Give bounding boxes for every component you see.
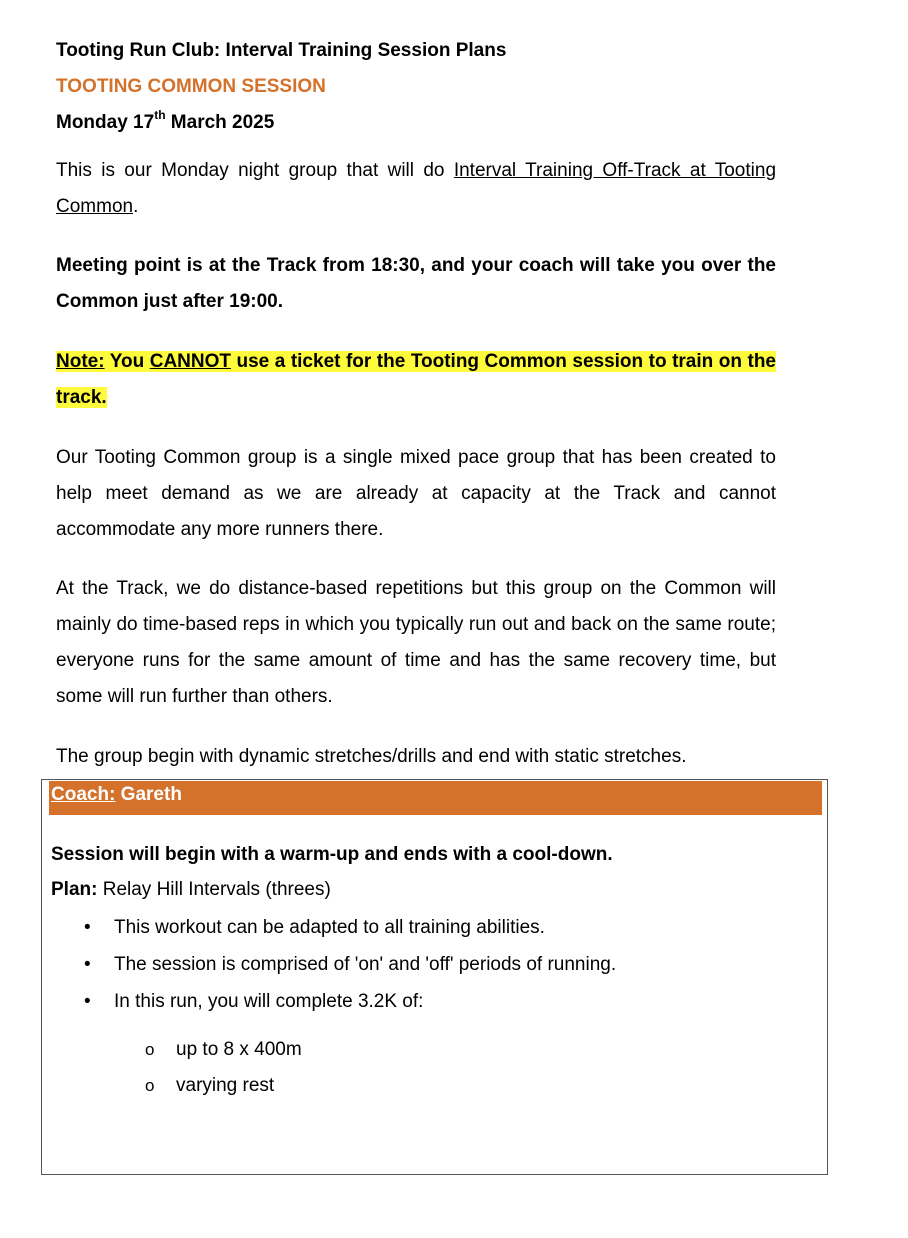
session-plan [51, 878, 331, 902]
note-emphasis: CANNOT [149, 351, 231, 372]
intro-paragraph [56, 153, 776, 225]
circle-bullet-icon: o [145, 1076, 155, 1095]
meeting-paragraph: Meeting point is at the Track from 18:30, and your coach will take you over the Common just after 19:00. [56, 255, 776, 312]
track-paragraph: At the Track, we do distance-based repetitions but this group on the Common will mainly do time-based reps in which you typically run out and back on the same route; everyone runs for the same amount of time and has the same recovery time, but some will run further than others. [56, 578, 776, 707]
note-text-2: use a ticket for the Tooting Common session to train on the track. [56, 351, 776, 408]
session-box [41, 779, 828, 1175]
plan-label: Plan: [51, 879, 98, 900]
bullet-text: In this run, you will complete 3.2K of: [114, 991, 424, 1012]
bullet-icon: • [84, 917, 91, 938]
coach-header [49, 781, 822, 815]
coach-label: Coach: [51, 784, 116, 805]
interval-training-link[interactable]: Interval Training Off-Track at Tooting Common [56, 160, 777, 217]
bullet-icon: • [84, 954, 91, 975]
bullet-text: This workout can be adapted to all training abilities. [114, 917, 545, 938]
note-label: Note: [56, 351, 105, 372]
stretch-paragraph: The group begin with dynamic stretches/drills and end with static stretches. [56, 746, 687, 767]
group-paragraph: Our Tooting Common group is a single mixed pace group that has been created to help meet demand as we are already at capacity at the Track and cannot accommodate any more runners there. [56, 447, 776, 540]
intro-text: This is our Monday night group that will do [56, 160, 454, 181]
circle-bullet-icon: o [145, 1040, 155, 1059]
plan-value: Relay Hill Intervals (threes) [97, 879, 331, 900]
session-date [56, 107, 275, 135]
sub-bullet-text: varying rest [176, 1075, 275, 1096]
date-ordinal: th [154, 107, 166, 122]
note-paragraph [56, 344, 776, 416]
date-day: Monday 17 [56, 112, 155, 133]
session-begin-text: Session will begin with a warm-up and ends with a cool-down. [51, 844, 613, 865]
bullet-icon: • [84, 991, 91, 1012]
session-subtitle: TOOTING COMMON SESSION [56, 76, 326, 97]
intro-end: . [133, 196, 139, 217]
bullet-text: The session is comprised of 'on' and 'off' periods of running. [114, 954, 617, 975]
sub-bullet-text: up to 8 x 400m [176, 1039, 302, 1060]
coach-name: Gareth [115, 784, 182, 805]
document-title: Tooting Run Club: Interval Training Session Plans [56, 40, 507, 61]
note-text-1: You [104, 351, 150, 372]
date-month-year: March 2025 [165, 112, 275, 133]
